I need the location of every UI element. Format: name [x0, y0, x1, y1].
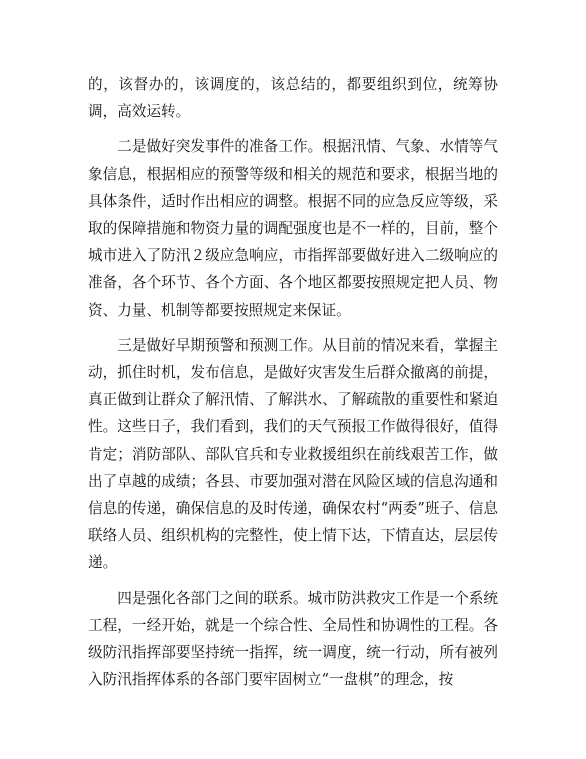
- paragraph-emergency-preparation: 二是做好突发事件的准备工作。根据汛情、气象、水情等气象信息，根据相应的预警等级和相关的规范和要求，根据当地的具体条件，适时作出相应的调整。根据不同的应急反应等级，采取的保障措施和物资力量的调配强度也是不一样的，目前，整个城市进入了防汛２级应急响应，市指挥部要做好进入二级响应的准备，各个环节、各个方面、各个地区都要按照规定把人员、物资、力量、机制等都要按照规定来保证。: [88, 138, 498, 319]
- paragraph-early-warning: 三是做好早期预警和预测工作。从目前的情况来看，掌握主动，抓住时机，发布信息，是做好灾害发生后群众撤离的前提，真正做到让群众了解汛情、了解洪水、了解疏散的重要性和紧迫性。这些日子，我们看到，我们的天气预报工作做得很好，值得肯定；消防部队、部队官兵和专业救援组织在前线艰苦工作，做出了卓越的成绩；各县、市要加强对潜在风险区域的信息沟通和信息的传递，确保信息的及时传递，确保农村“两委”班子、信息联络人员、组织机构的完整性，使上情下达，下情直达，层层传递。: [88, 336, 498, 572]
- paragraph-department-coordination: 四是强化各部门之间的联系。城市防洪救灾工作是一个系统工程，一经开始，就是一个综合性、全局性和协调性的工程。各级防汛指挥部要坚持统一指挥，统一调度，统一行动，所有被列入防汛指挥体系的各部门要牢固树立“一盘棋”的理念，按: [88, 589, 498, 689]
- document-page: [88, 71, 498, 701]
- paragraph-continuation: 的，该督办的，该调度的，该总结的，都要组织到位，统筹协调，高效运转。: [88, 76, 498, 121]
